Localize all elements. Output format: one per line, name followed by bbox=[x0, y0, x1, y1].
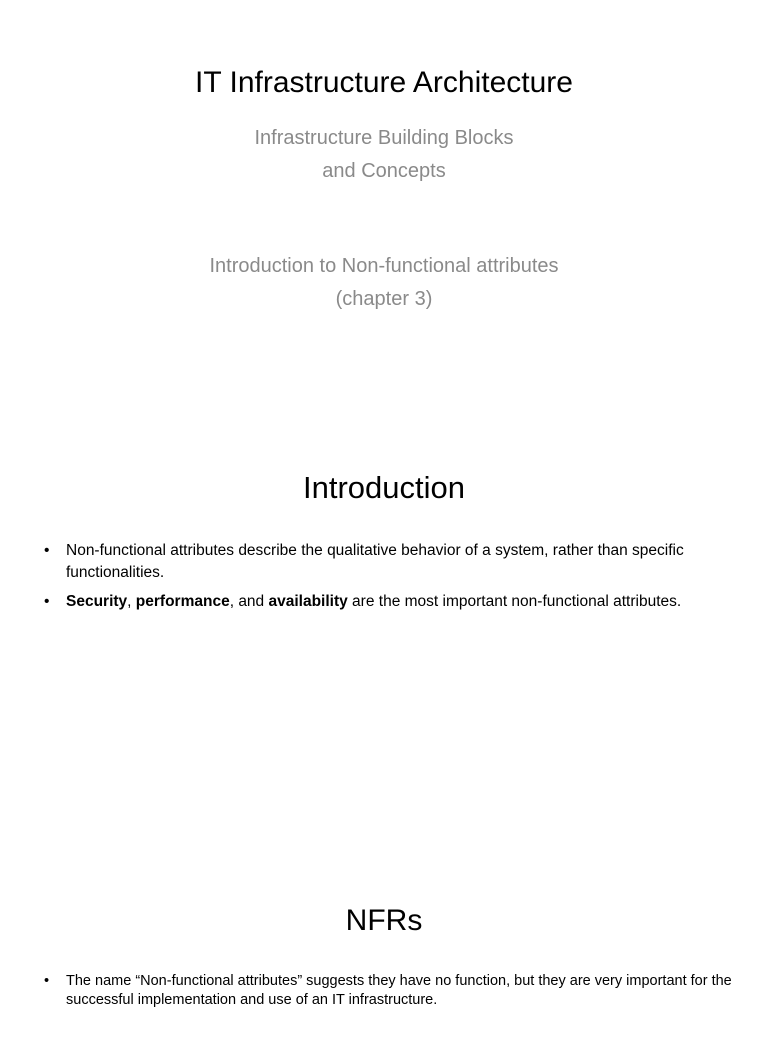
bold-term: availability bbox=[268, 593, 348, 610]
bullet-icon: • bbox=[44, 593, 50, 610]
bold-term: Security bbox=[66, 593, 128, 610]
slide-subtitle bbox=[0, 122, 768, 188]
text-fragment: are the most important non-functional attributes. bbox=[347, 593, 682, 610]
bullet-list bbox=[44, 540, 734, 620]
title-slide bbox=[0, 0, 768, 384]
slide-title: Introduction bbox=[303, 470, 465, 505]
text-fragment: , and bbox=[229, 593, 269, 610]
introduction-slide bbox=[0, 432, 768, 852]
bullet-text bbox=[66, 593, 681, 610]
bullet-icon: • bbox=[44, 973, 50, 989]
bullet-text: The name “Non-functional attributes” suggests they have no function, but they are very important for the successful implementation and use of an IT infrastructure. bbox=[66, 973, 732, 1008]
subtitle-line: Introduction to Non-functional attributes bbox=[209, 255, 559, 277]
slide-chapter-info bbox=[0, 250, 768, 316]
subtitle-line: and Concepts bbox=[322, 160, 446, 182]
subtitle-line: Infrastructure Building Blocks bbox=[254, 127, 514, 149]
subtitle-line: (chapter 3) bbox=[335, 288, 433, 310]
bullet-item bbox=[44, 591, 734, 613]
bullet-item bbox=[44, 972, 734, 1010]
nfrs-slide bbox=[0, 864, 768, 1044]
slide-title: IT Infrastructure Architecture bbox=[195, 66, 573, 99]
slide-title: NFRs bbox=[345, 904, 423, 937]
bullet-icon: • bbox=[44, 542, 50, 559]
text-fragment: , bbox=[127, 593, 136, 610]
bullet-item bbox=[44, 540, 734, 584]
bullet-list bbox=[44, 972, 734, 1017]
bullet-text: Non-functional attributes describe the qualitative behavior of a system, rather than specific functionalities. bbox=[66, 542, 684, 581]
bold-term: performance bbox=[135, 593, 230, 610]
